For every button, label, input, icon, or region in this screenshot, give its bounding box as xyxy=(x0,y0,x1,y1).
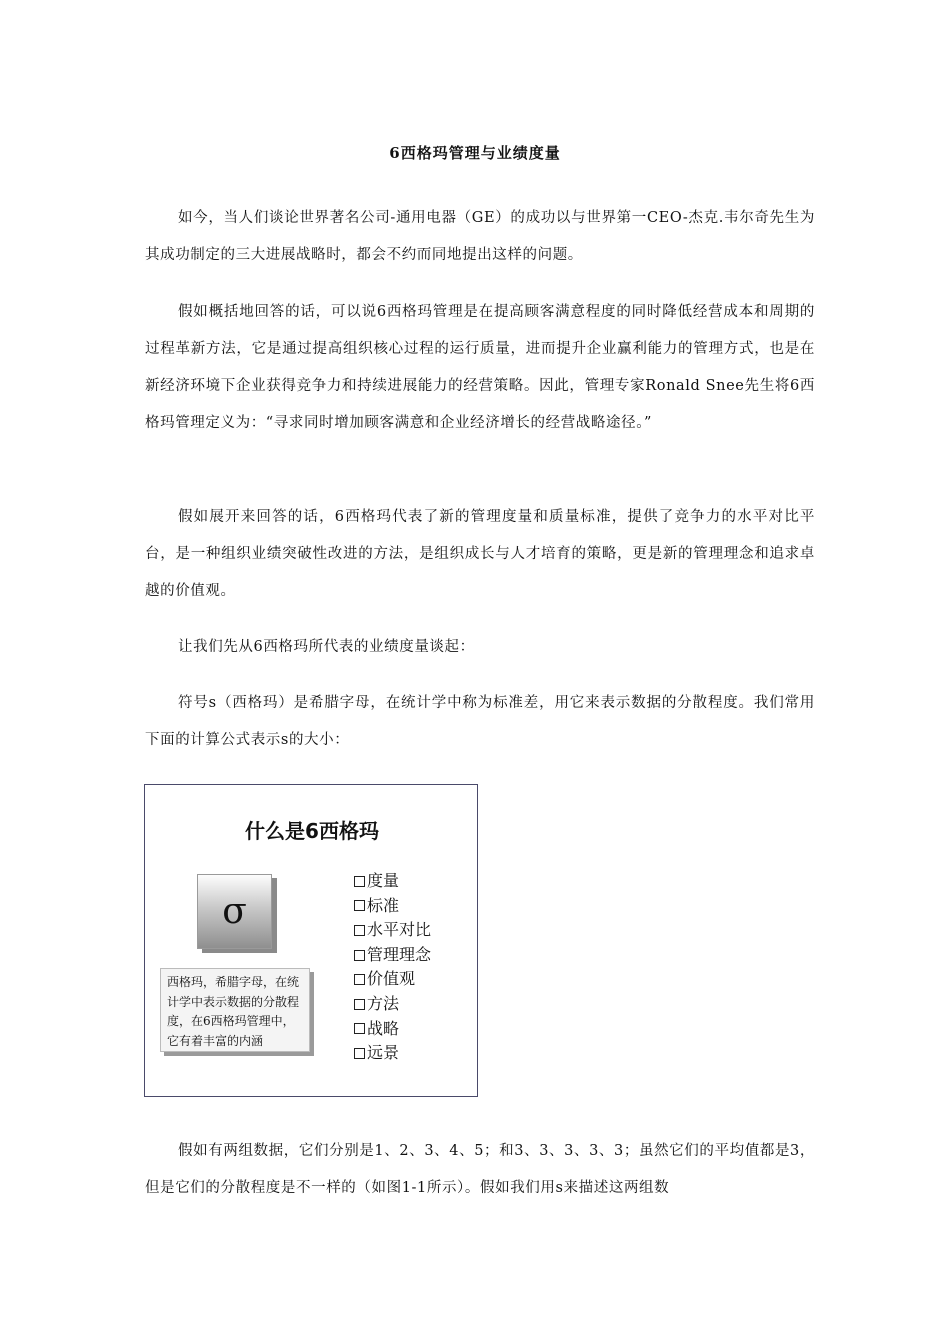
list-item xyxy=(354,894,431,919)
checkbox-icon xyxy=(354,876,365,887)
sigma-symbol-box: σ xyxy=(197,874,272,949)
list-item xyxy=(354,967,431,992)
checkbox-icon xyxy=(354,999,365,1010)
sigma-note: 西格玛，希腊字母，在统计学中表示数据的分散程度，在6西格玛管理中，它有着丰富的内涵 xyxy=(160,968,310,1052)
checkbox-icon xyxy=(354,1023,365,1034)
list-item-label: 水平对比 xyxy=(367,920,432,940)
list-item xyxy=(354,943,431,968)
checkbox-icon xyxy=(354,900,365,911)
list-item xyxy=(354,1041,431,1066)
checkbox-icon xyxy=(354,974,365,985)
list-item xyxy=(354,1017,431,1042)
checkbox-icon xyxy=(354,950,365,961)
list-item-label: 方法 xyxy=(367,993,400,1013)
paragraph-expanded-answer: 假如展开来回答的话，6西格玛代表了新的管理度量和质量标准，提供了竞争力的水平对比平台，是一种组织业绩突破性改进的方法，是组织成长与人才培育的策略，更是新的管理理念和追求卓越的价值观。 xyxy=(145,509,815,599)
list-item xyxy=(354,992,431,1017)
paragraph-intro: 如今，当人们谈论世界著名公司-通用电器（GE）的成功以与世界第一CEO-杰克.韦尔奇先生为其成功制定的三大进展战略时，都会不约而同地提出这样的问题。 xyxy=(145,210,815,263)
list-item-label: 标准 xyxy=(367,895,400,915)
list-item xyxy=(354,918,431,943)
list-item-label: 管理理念 xyxy=(367,944,432,964)
paragraph-summary-answer: 假如概括地回答的话，可以说6西格玛管理是在提高顾客满意程度的同时降低经营成本和周期的过程革新方法，它是通过提高组织核心过程的运行质量，进而提升企业赢利能力的管理方式，也是在新经济环境下企业获得竞争力和持续进展能力的经营策略。因此，管理专家Ronald Snee先生将6西格玛管理定义为：“寻求同时增加顾客满意和企业经济增长的经营战略途径。” xyxy=(145,304,815,431)
page-title: 6西格玛管理与业绩度量 xyxy=(389,144,561,163)
checkbox-icon xyxy=(354,1048,365,1059)
list-item-label: 远景 xyxy=(367,1043,400,1063)
paragraph-two-datasets: 假如有两组数据，它们分别是1、2、3、4、5；和3、3、3、3、3；虽然它们的平均值都是3，但是它们的分散程度是不一样的（如图1-1所示）。假如我们用s来描述这两组数 xyxy=(145,1143,815,1196)
figure-title: 什么是6西格玛 xyxy=(245,819,379,843)
list-item-label: 度量 xyxy=(367,871,400,890)
list-item xyxy=(354,869,431,894)
checkbox-icon xyxy=(354,925,365,936)
paragraph-lead-in: 让我们先从6西格玛所代表的业绩度量谈起： xyxy=(178,639,475,655)
list-item-label: 价值观 xyxy=(367,969,416,989)
sigma-aspects-list xyxy=(354,869,431,1066)
paragraph-sigma-definition: 符号s（西格玛）是希腊字母，在统计学中称为标准差，用它来表示数据的分散程度。我们常用下面的计算公式表示s的大小： xyxy=(145,695,815,748)
sigma-figure xyxy=(144,784,478,1097)
list-item-label: 战略 xyxy=(367,1018,400,1038)
